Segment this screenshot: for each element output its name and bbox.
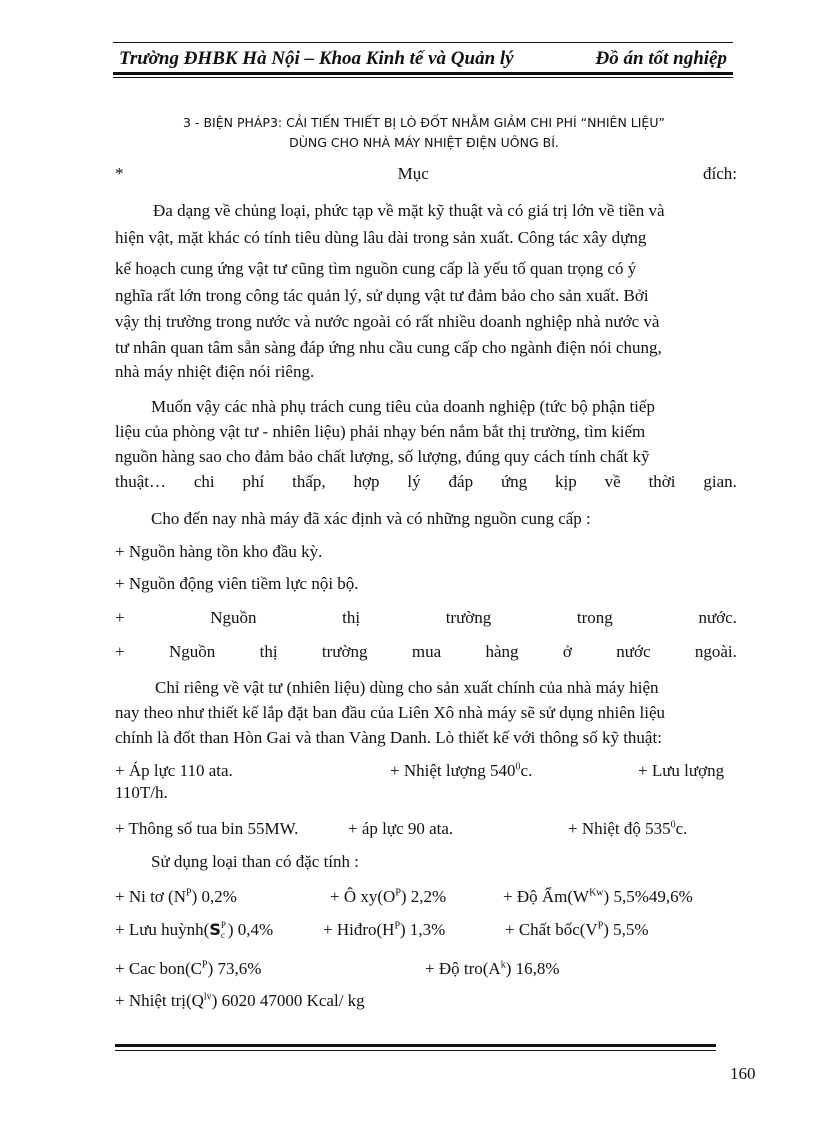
word: ở [562, 642, 572, 661]
carbon-sup: P [202, 959, 208, 971]
header-doc-type: Đồ án tốt nghiệp [595, 48, 727, 69]
coal-oxygen [330, 886, 446, 908]
sulfur-symbol: S [209, 920, 221, 939]
header-rule-bottom [113, 72, 733, 75]
hydrogen-label: + Hiđro(H [323, 920, 395, 939]
purpose-bullet: * [115, 164, 124, 183]
word: về [604, 472, 621, 491]
footer-rule-thin [115, 1050, 716, 1051]
purpose-word-1: Mục [397, 164, 429, 183]
sulfur-sub: c [220, 930, 225, 940]
volatile-sup: P [597, 920, 604, 932]
source-item-2: + Nguồn động viên tiềm lực nội bộ. [115, 574, 359, 593]
word: nước. [698, 608, 737, 627]
word: lý [407, 472, 421, 491]
word: mua [411, 642, 442, 661]
degree-mark: 0 [515, 761, 521, 773]
source-item-3 [115, 607, 737, 629]
heat-value-label: + Nhiệt trị(Q [115, 991, 204, 1010]
footer-rule-thick [115, 1044, 716, 1047]
purpose-heading [115, 163, 737, 185]
sulfur-sup: P [220, 920, 226, 930]
word: kịp [555, 472, 577, 491]
word: thấp, [292, 472, 326, 491]
spec-temp-label: + Nhiệt độ 535 [568, 819, 671, 838]
para4-line: Chỉ riêng về vật tư (nhiên liệu) dùng cho sản xuất chính của nhà máy hiện [155, 678, 659, 697]
word: ứng [500, 472, 528, 491]
spec-flow: + Lưu lượng [638, 761, 725, 780]
sulfur-value: ) 0,4% [227, 920, 274, 939]
volatile-value: ) 5,5% [603, 920, 649, 939]
ash-sup: k [500, 959, 506, 971]
moisture-value: ) 5,5%49,6% [603, 887, 693, 906]
word: trường [321, 642, 368, 661]
word: hợp [353, 472, 380, 491]
word: đáp [448, 472, 474, 491]
coal-moisture [503, 886, 693, 908]
para1-line: nhà máy nhiệt điện nói riêng. [115, 362, 315, 381]
para1-line: kế hoạch cung ứng vật tư cũng tìm nguồn cung cấp là yếu tố quan trọng có ý [115, 259, 637, 278]
section-title [113, 113, 735, 153]
spec-heat-unit: c. [520, 761, 533, 780]
coal-volatile [505, 919, 649, 941]
header-rule-top [113, 42, 733, 43]
heat-value-sup: lv [203, 991, 212, 1003]
purpose-word-2: đích: [702, 164, 737, 183]
word: trường [445, 608, 492, 627]
para2-line: Muốn vậy các nhà phụ trách cung tiêu của doanh nghiệp (tức bộ phận tiếp [151, 397, 655, 416]
spec-pressure: + Áp lực 110 ata. [115, 761, 233, 780]
word: + [115, 642, 125, 661]
word: thị [259, 642, 278, 661]
word: chi [193, 472, 215, 491]
spec-heat-label: + Nhiệt lượng 540 [390, 761, 516, 780]
nitrogen-label: + Ni tơ (N [115, 887, 186, 906]
para2-last-line [115, 471, 737, 493]
ash-label: + Độ tro(A [425, 959, 501, 978]
para1-line: vậy thị trường trong nước và nước ngoài có rất nhiều doanh nghiệp nhà nước và [115, 312, 660, 331]
source-item-4 [115, 641, 737, 663]
header-institution: Trường ĐHBK Hà Nội – Khoa Kinh tế và Quản lý [119, 48, 514, 69]
oxygen-value: ) 2,2% [400, 887, 447, 906]
heat-value-number: ) 6020 47000 Kcal/ kg [211, 991, 365, 1010]
sulfur-indices [220, 920, 228, 940]
page-number: 160 [730, 1064, 756, 1083]
word: thời [648, 472, 676, 491]
carbon-label: + Cac bon(C [115, 959, 203, 978]
word: hàng [485, 642, 519, 661]
word: gian. [703, 472, 737, 491]
spec-heat [390, 760, 532, 782]
word: trong [576, 608, 613, 627]
hydrogen-value: ) 1,3% [400, 920, 446, 939]
spec-turbine-pressure: + áp lực 90 ata. [348, 819, 454, 838]
para1-line: hiện vật, mặt khác có tính tiêu dùng lâu dài trong sản xuất. Công tác xây dựng [115, 228, 647, 247]
para4-line: chính là đốt than Hòn Gai và than Vàng Danh. Lò thiết kế với thông số kỹ thuật: [115, 728, 662, 747]
coal-sulfur [115, 919, 273, 941]
spec-turbine: + Thông số tua bin 55MW. [115, 819, 299, 838]
coal-hydrogen [323, 919, 445, 941]
header-rule-bottom-thin [113, 77, 733, 78]
coal-heat-value [115, 990, 737, 1012]
para2-line: nguồn hàng sao cho đảm bảo chất lượng, số lượng, đúng quy cách tính chất kỹ [115, 447, 650, 466]
oxygen-sup: P [395, 887, 401, 899]
para1-line: tư nhân quan tâm sẵn sàng đáp ứng nhu cầu cung cấp cho ngành điện nói chung, [115, 338, 662, 357]
para3: Cho đến nay nhà máy đã xác định và có những nguồn cung cấp : [151, 509, 591, 528]
section-title-line-2: DÙNG CHO NHÀ MÁY NHIỆT ĐIỆN UÔNG BÍ. [289, 135, 559, 150]
volatile-label: + Chất bốc(V [505, 920, 598, 939]
word: Nguồn [168, 642, 216, 661]
word: + [115, 608, 125, 627]
coal-intro: Sử dụng loại than có đặc tính : [151, 852, 359, 871]
word: nước [616, 642, 651, 661]
carbon-value: ) 73,6% [207, 959, 262, 978]
para1-line: nghĩa rất lớn trong công tác quản lý, sử dụng vật tư đảm bảo cho sản xuất. Bởi [115, 286, 649, 305]
nitrogen-value: ) 0,2% [191, 887, 237, 906]
word: phí [242, 472, 265, 491]
moisture-sup: Kw [589, 887, 604, 899]
word: thị [342, 608, 361, 627]
hydrogen-sup: P [394, 920, 400, 932]
nitrogen-sup: P [186, 887, 192, 899]
para2-line: liệu của phòng vật tư - nhiên liệu) phải nhạy bén nắm bắt thị trường, tìm kiếm [115, 422, 646, 441]
moisture-label: + Độ Ẩm(W [503, 887, 590, 906]
para4-line: nay theo như thiết kế lắp đặt ban đầu của Liên Xô nhà máy sẽ sử dụng nhiên liệu [115, 703, 666, 722]
sulfur-label: + Lưu huỳnh( [115, 920, 210, 939]
oxygen-label: + Ô xy(O [330, 887, 396, 906]
word: ngoài. [694, 642, 737, 661]
coal-nitrogen [115, 886, 237, 908]
spec-flow-cont: 110T/h. [115, 783, 168, 802]
source-item-1: + Nguồn hàng tồn kho đầu kỳ. [115, 542, 323, 561]
spec-temp [568, 818, 687, 840]
degree-mark: 0 [670, 819, 676, 831]
spec-temp-unit: c. [675, 819, 688, 838]
page-header [113, 42, 733, 72]
para1-line: Đa dạng về chủng loại, phức tạp về mặt kỹ thuật và có giá trị lớn về tiền và [153, 201, 665, 220]
coal-ash [425, 958, 560, 980]
coal-carbon [115, 958, 261, 980]
section-title-line-1: 3 - BIỆN PHÁP3: CẢI TIẾN THIẾT BỊ LÒ ĐỐT NHẰM GIẢM CHI PHÍ “NHIÊN LIỆU” [183, 115, 665, 130]
ash-value: ) 16,8% [505, 959, 560, 978]
word: thuật… [115, 472, 166, 491]
word: Nguồn [210, 608, 257, 627]
